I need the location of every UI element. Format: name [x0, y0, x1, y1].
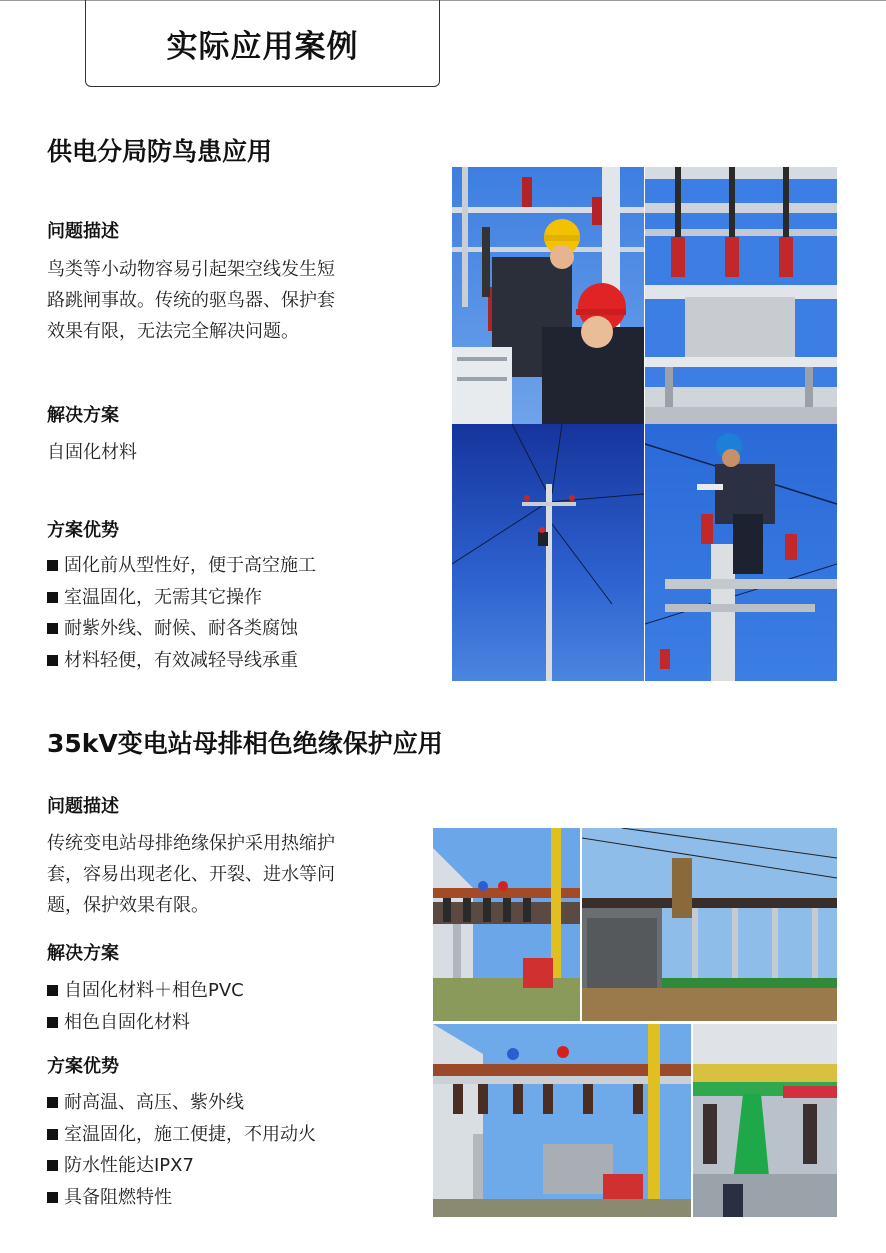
case2-advantage-list	[47, 1087, 316, 1213]
case1-problem-line: 路跳闸事故。传统的驱鸟器、保护套	[47, 290, 335, 311]
page-title: 实际应用案例	[166, 28, 359, 65]
case1-solution-text: 自固化材料	[47, 442, 137, 463]
case1-photo-workers-helmets	[452, 167, 644, 424]
bullet-square-icon	[47, 623, 58, 634]
case1-title: 供电分局防鸟患应用	[47, 137, 273, 166]
bullet-square-icon	[47, 1017, 58, 1028]
case1-advantage-heading: 方案优势	[47, 520, 119, 541]
case1-photo-substation-insulators	[645, 167, 837, 424]
case2-problem-heading: 问题描述	[47, 796, 119, 817]
page-title-box	[85, 0, 440, 87]
case2-problem-line: 传统变电站母排绝缘保护采用热缩护	[47, 833, 335, 854]
case2-solution-heading: 解决方案	[47, 943, 119, 964]
case2-problem-text	[47, 828, 407, 921]
bullet-square-icon	[47, 592, 58, 603]
case1-photo-pole-blue-sky	[452, 424, 644, 681]
bullet-square-icon	[47, 1160, 58, 1171]
bullet-square-icon	[47, 655, 58, 666]
list-item: 耐高温、高压、紫外线	[47, 1087, 316, 1119]
list-item: 相色自固化材料	[47, 1007, 244, 1039]
case2-photo-workers-busbar	[433, 828, 580, 1021]
case2-problem-line: 题，保护效果有限。	[47, 895, 209, 916]
list-item: 耐紫外线、耐候、耐各类腐蚀	[47, 613, 316, 645]
case1-solution-heading: 解决方案	[47, 405, 119, 426]
list-item: 材料轻便，有效减轻导线承重	[47, 645, 316, 677]
list-item: 具备阻燃特性	[47, 1182, 316, 1214]
case1-photo-worker-on-pole	[645, 424, 837, 681]
bullet-square-icon	[47, 1097, 58, 1108]
bullet-square-icon	[47, 985, 58, 996]
case2-photo-green-phase-insulation	[693, 1024, 837, 1217]
case1-advantage-list	[47, 550, 316, 676]
list-item: 自固化材料＋相色PVC	[47, 975, 244, 1007]
bullet-square-icon	[47, 560, 58, 571]
bullet-square-icon	[47, 1129, 58, 1140]
list-item: 固化前从型性好，便于高空施工	[47, 550, 316, 582]
case1-problem-line: 鸟类等小动物容易引起架空线发生短	[47, 259, 335, 280]
case2-photo-transformer-yard	[582, 828, 837, 1021]
list-item: 防水性能达IPX7	[47, 1150, 316, 1182]
list-item: 室温固化，施工便捷，不用动火	[47, 1119, 316, 1151]
case1-problem-line: 效果有限，无法完全解决问题。	[47, 321, 299, 342]
case2-solution-list	[47, 975, 244, 1038]
case2-photo-workers-insulators	[433, 1024, 691, 1217]
case2-problem-line: 套，容易出现老化、开裂、进水等问	[47, 864, 335, 885]
list-item: 室温固化，无需其它操作	[47, 582, 316, 614]
bullet-square-icon	[47, 1192, 58, 1203]
case2-advantage-heading: 方案优势	[47, 1056, 119, 1077]
case1-problem-text	[47, 254, 407, 347]
case1-problem-heading: 问题描述	[47, 221, 119, 242]
case2-title: 35kV变电站母排相色绝缘保护应用	[47, 729, 443, 758]
